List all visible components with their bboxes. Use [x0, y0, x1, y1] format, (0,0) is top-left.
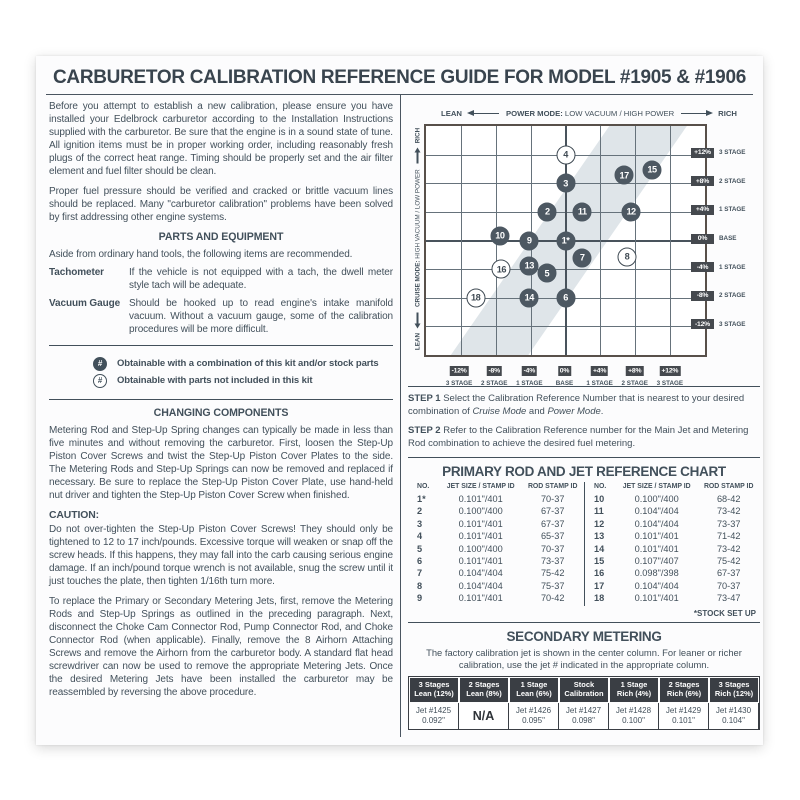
secondary-jet-number: Jet #1428 — [615, 705, 652, 715]
x-tick-badge: +4% — [593, 367, 607, 374]
primary-jet-size: 0.107"/407 — [634, 556, 679, 567]
primary-rod-stamp: 70-37 — [540, 543, 565, 554]
caution-heading: CAUTION: — [49, 509, 99, 521]
section-divider — [408, 622, 760, 623]
x-tick-stage-label: 1 STAGE — [516, 380, 543, 387]
primary-column-header: NO. — [584, 482, 616, 493]
calibration-point-7: 7 — [573, 248, 592, 267]
primary-rod-stamp: 75-42 — [716, 556, 741, 567]
secondary-header-line2: Lean (8%) — [466, 689, 502, 699]
primary-ref-number: 13 — [584, 531, 616, 543]
secondary-jet-size: 0.095" — [522, 716, 545, 726]
primary-jet-size: 0.101"/401 — [458, 593, 503, 604]
primary-ref-number: 17 — [584, 581, 616, 593]
equipment-item — [49, 297, 393, 336]
primary-ref-number: 11 — [584, 506, 616, 518]
primary-rod-stamp: 73-42 — [716, 543, 741, 554]
calibration-chart — [408, 109, 760, 387]
primary-jet-size: 0.104"/404 — [458, 580, 503, 591]
secondary-jet-cell — [559, 703, 609, 730]
calibration-point-3: 3 — [556, 174, 575, 193]
legend-label: Obtainable with a combination of this kit and/or stock parts — [117, 357, 379, 369]
parts-intro: Aside from ordinary hand tools, the following items are recommended. — [49, 248, 353, 260]
primary-rod-jet-table — [408, 482, 760, 605]
y-tick-stage-label: 3 STAGE — [719, 149, 746, 157]
secondary-jet-cell — [709, 703, 759, 730]
section-divider — [408, 457, 760, 458]
primary-rod-stamp: 67-37 — [716, 568, 741, 579]
primary-ref-number: 4 — [417, 531, 423, 542]
y-tick-stage-label: 2 STAGE — [719, 292, 746, 300]
y-tick — [691, 205, 745, 215]
intro-paragraph-2: Proper fuel pressure should be verified and cracked or brittle vacuum lines should be replaced. Many "carburetor calibration" problems have been solved by first addressing other engine systems. — [49, 186, 393, 223]
y-tick-stage-label: BASE — [719, 235, 737, 242]
secondary-jet-number: Jet #1427 — [565, 705, 602, 715]
calibration-point-2: 2 — [538, 202, 557, 221]
vertical-gridline — [635, 126, 636, 355]
primary-ref-number: 10 — [584, 493, 616, 505]
primary-jet-size: 0.104"/404 — [458, 568, 503, 579]
x-tick — [657, 359, 683, 387]
primary-rod-stamp: 70-42 — [540, 593, 565, 604]
right-column — [408, 100, 760, 730]
secondary-column-header — [609, 677, 659, 703]
equipment-description: If the vehicle is not equipped with a tach, the dwell meter style tach will be adequate. — [129, 266, 393, 291]
calibration-point-16: 16 — [492, 260, 511, 279]
step-1: STEP 1 Select the Calibration Reference Number that is nearest to your desired combination of Cruise Mode and Power Mode. — [408, 393, 745, 417]
secondary-column-header — [709, 677, 759, 703]
x-tick-stage-label: 3 STAGE — [445, 380, 473, 387]
secondary-metering-table — [408, 676, 760, 731]
primary-ref-number: 7 — [417, 568, 423, 579]
secondary-header-line2: Lean (12%) — [414, 689, 454, 699]
caution-paragraph: Do not over-tighten the Step-Up Piston Cover Screws! They should only be tightened to 12 to 17 inch/pounds. Excessive torque will weaken or snap off the screw heads. If this happens, they may fall into the carb causing serious engine damage. If an inch/pound torque wrench is not available, snug the screw until it just touches the plate, then tighten 1/16th turn more. — [49, 524, 393, 588]
replace-jets-paragraph: To replace the Primary or Secondary Metering Jets, first, remove the Metering Rods and Step-Up Springs as outlined in the preceding paragraph. Next, disconnect the Choke Cam Connector Rod, Pump Connector Rod, and Choke Connector Rod (when applicable). Finally, remove the 8 Airhorn Attaching Screws and remove the Airhorn from the carburetor body. A standard flat head screwdriver can now be used to remove the appropriate Metering Jets. Once the desired Metering Jets have been installed the carburetor may be reassembled by reversing the above procedure. — [49, 596, 393, 699]
y-tick-stage-label: 3 STAGE — [719, 320, 746, 328]
secondary-header-line1: 3 Stages — [418, 679, 450, 689]
primary-jet-size: 0.104"/404 — [634, 506, 679, 517]
vertical-gridline — [670, 126, 671, 355]
secondary-jet-number: Jet #1430 — [715, 705, 752, 715]
page-title: CARBURETOR CALIBRATION REFERENCE GUIDE FOR MODEL #1905 & #1906 — [53, 67, 746, 88]
secondary-header-line1: 1 Stage — [620, 679, 648, 689]
y-tick — [691, 291, 745, 301]
primary-jet-size: 0.101"/401 — [458, 493, 503, 504]
primary-column-header: ROD STAMP ID — [703, 482, 754, 490]
legend-label: Obtainable with parts not included in this kit — [117, 374, 313, 386]
y-tick — [691, 176, 745, 186]
calibration-point-4: 4 — [556, 145, 575, 164]
primary-jet-size: 0.101"/401 — [458, 531, 503, 542]
primary-jet-size: 0.101"/401 — [634, 593, 679, 604]
x-tick — [622, 359, 648, 387]
y-tick-stage-label: 2 STAGE — [719, 177, 746, 185]
calibration-point-5: 5 — [537, 264, 556, 283]
axis-title: CRUISE MODE: HIGH VACUUM / LOW POWER — [414, 169, 421, 307]
secondary-header-line1: 3 Stages — [718, 679, 750, 689]
y-tick-badge: -4% — [691, 262, 714, 272]
secondary-jet-cell — [659, 703, 709, 730]
x-axis-tick-labels — [424, 359, 705, 387]
primary-jet-size: 0.098"/398 — [634, 568, 679, 579]
x-tick — [481, 359, 507, 387]
equipment-item — [49, 266, 393, 292]
calibration-point-9: 9 — [520, 231, 539, 250]
calibration-point-11: 11 — [573, 202, 592, 221]
symbol-legend — [49, 345, 393, 400]
vertical-gridline — [461, 126, 462, 355]
parts-equipment-heading: PARTS AND EQUIPMENT — [158, 231, 284, 243]
secondary-header-line1: 2 Stages — [468, 679, 500, 689]
primary-chart-heading: PRIMARY ROD AND JET REFERENCE CHART — [442, 464, 726, 480]
calibration-point-17: 17 — [615, 166, 634, 185]
calibration-point-13: 13 — [520, 256, 539, 275]
primary-column-header: NO. — [417, 482, 430, 490]
primary-jet-size: 0.101"/401 — [458, 556, 503, 567]
secondary-header-line2: Rich (4%) — [616, 689, 652, 699]
equipment-term: Vacuum Gauge — [49, 297, 121, 309]
primary-jet-size: 0.101"/401 — [634, 543, 679, 554]
y-tick — [691, 262, 745, 272]
legend-item — [93, 357, 393, 371]
secondary-jet-size: 0.104" — [722, 716, 745, 726]
x-tick-stage-label: 3 STAGE — [656, 380, 684, 387]
primary-rod-stamp: 73-37 — [716, 518, 741, 529]
secondary-column-header — [409, 677, 459, 703]
calibration-point-15: 15 — [642, 160, 661, 179]
primary-jet-size: 0.100"/400 — [458, 506, 503, 517]
primary-rod-stamp: 75-37 — [540, 580, 565, 591]
changing-components-heading: CHANGING COMPONENTS — [153, 406, 289, 419]
calibration-point-1: 1* — [556, 231, 575, 250]
secondary-header-line2: Calibration — [564, 689, 604, 699]
primary-jet-size: 0.101"/401 — [634, 531, 679, 542]
x-tick-stage-label: 2 STAGE — [481, 380, 508, 387]
primary-jet-size: 0.100"/400 — [634, 493, 679, 504]
calibration-point-18: 18 — [466, 288, 485, 307]
secondary-jet-number: Jet #1429 — [665, 705, 702, 715]
axis-rich-label: RICH — [718, 109, 737, 118]
x-tick-badge: -12% — [451, 367, 467, 374]
primary-ref-number: 2 — [417, 506, 423, 517]
y-axis-tick-labels — [691, 124, 760, 353]
x-tick-badge: -8% — [488, 367, 500, 374]
equipment-term: Tachometer — [49, 266, 104, 278]
arrow-left-icon — [467, 110, 501, 118]
secondary-column-header — [509, 677, 559, 703]
arrow-right-icon — [679, 110, 713, 118]
x-tick-badge: -4% — [523, 367, 536, 374]
secondary-jet-cell: N/A — [459, 703, 509, 730]
calibration-point-6: 6 — [556, 288, 575, 307]
secondary-jet-size: 0.101" — [672, 716, 695, 726]
primary-ref-number: 14 — [584, 543, 616, 555]
scanned-document — [36, 56, 763, 745]
calibration-point-12: 12 — [622, 202, 641, 221]
chart-plot-area — [424, 124, 707, 357]
cruise-mode-axis — [412, 125, 424, 354]
primary-rod-stamp: 73-37 — [540, 556, 565, 567]
primary-ref-number: 8 — [417, 580, 423, 591]
secondary-column-header — [459, 677, 509, 703]
secondary-jet-cell — [509, 703, 559, 730]
axis-rich-label: RICH — [414, 127, 421, 144]
secondary-header-line2: Lean (6%) — [516, 689, 552, 699]
primary-ref-number: 5 — [417, 543, 423, 554]
stock-setup-footnote: *STOCK SET UP — [693, 608, 756, 618]
primary-jet-size: 0.104"/404 — [634, 518, 679, 529]
x-tick-stage-label: BASE — [555, 380, 574, 387]
primary-ref-number: 1* — [417, 493, 426, 504]
primary-ref-number: 18 — [584, 593, 616, 605]
secondary-jet-cell — [609, 703, 659, 730]
y-tick-badge: +12% — [691, 148, 714, 158]
changing-components-paragraph: Metering Rod and Step-Up Spring changes can typically be made in less than five minutes and without removing the carburetor. First, loosen the Step-Up Piston Cover Screws and twist the Step-Up Piston Cover Plates to the side. The Metering Rods and Step-Up Springs can now be removed and replaced if necessary. Be sure to replace the Step-Up Piston Cover Plate, use hand-held nut driver and tighten the Step-Up Piston Cover Screw when finished. — [49, 424, 393, 501]
y-tick — [691, 234, 737, 244]
vertical-gridline — [600, 126, 601, 355]
primary-rod-stamp: 75-42 — [540, 568, 565, 579]
primary-rod-stamp: 67-37 — [540, 518, 565, 529]
calibration-point-10: 10 — [490, 226, 509, 245]
axis-lean-label: LEAN — [441, 109, 462, 118]
y-tick-badge: 0% — [691, 234, 714, 244]
secondary-header-line1: 2 Stages — [668, 679, 700, 689]
primary-rod-stamp: 68-42 — [716, 493, 741, 504]
primary-rod-stamp: 73-47 — [716, 593, 741, 604]
power-mode-axis — [418, 109, 760, 118]
y-tick-badge: +8% — [691, 176, 714, 186]
y-tick-badge: +4% — [691, 205, 714, 215]
calibration-point-8: 8 — [617, 247, 636, 266]
secondary-metering-heading: SECONDARY METERING — [506, 628, 662, 644]
axis-title: POWER MODE: LOW VACUUM / HIGH POWER — [505, 109, 675, 118]
secondary-jet-size: 0.092" — [422, 716, 445, 726]
primary-ref-number: 6 — [417, 556, 423, 567]
primary-ref-number: 16 — [584, 568, 616, 580]
secondary-header-line2: Rich (12%) — [714, 689, 754, 699]
arrow-right-icon — [414, 147, 421, 165]
secondary-column-header — [559, 677, 609, 703]
secondary-metering-intro: The factory calibration jet is shown in the center column. For leaner or richer calibration, use the jet # indicated in the appropriate column. — [426, 646, 742, 670]
primary-rod-stamp: 67-37 — [540, 506, 565, 517]
primary-ref-number: 3 — [417, 518, 423, 529]
x-tick — [556, 359, 574, 387]
column-divider — [400, 94, 401, 737]
primary-rod-stamp: 70-37 — [540, 493, 565, 504]
step-2: STEP 2 Refer to the Calibration Reference number for the Main Jet and Metering Rod combination to achieve the desired fuel metering. — [408, 425, 749, 449]
primary-jet-size: 0.101"/401 — [458, 518, 503, 529]
secondary-jet-size: 0.098" — [572, 716, 595, 726]
filled-number-circle-icon: # — [93, 357, 107, 371]
primary-column-header: JET SIZE / STAMP ID — [446, 482, 515, 490]
x-tick — [516, 359, 542, 387]
x-tick-badge: 0% — [559, 367, 570, 374]
x-tick-stage-label: 1 STAGE — [586, 380, 613, 387]
calibration-point-14: 14 — [520, 288, 539, 307]
primary-jet-size: 0.100"/400 — [458, 543, 503, 554]
primary-rod-stamp: 70-37 — [716, 580, 741, 591]
primary-rod-stamp: 65-37 — [540, 531, 565, 542]
y-tick-badge: -12% — [691, 319, 714, 329]
equipment-description: Should be hooked up to read engine's intake manifold vacuum. Without a vacuum gauge, some of the calibration procedures will be more difficult. — [129, 297, 393, 335]
left-column — [49, 100, 393, 706]
intro-paragraph-1: Before you attempt to establish a new calibration, please ensure you have installed your Edelbrock carburetor according to the Installation Instructions supplied with the carburetor. Be sure that the engine is in a sound state of tune. All ignition items must be in proper working order, including reasonably fresh plugs of the correct heat range. Timing should be properly set and the air filter element and fuel filter should be clean. — [49, 101, 393, 177]
secondary-column-header — [659, 677, 709, 703]
secondary-jet-cell — [409, 703, 459, 730]
secondary-jet-size: 0.100" — [622, 716, 645, 726]
x-tick-badge: +8% — [628, 367, 642, 374]
primary-rod-stamp: 71-42 — [716, 531, 741, 542]
primary-ref-number: 15 — [584, 556, 616, 568]
secondary-header-line1: Stock — [573, 679, 595, 689]
legend-item — [93, 374, 393, 388]
y-tick — [691, 148, 745, 158]
primary-jet-size: 0.104"/404 — [634, 580, 679, 591]
secondary-header-line1: 1 Stage — [520, 679, 548, 689]
y-tick-badge: -8% — [691, 291, 714, 301]
secondary-jet-number: Jet #1425 — [415, 705, 452, 715]
y-tick — [691, 319, 745, 329]
primary-column-header: JET SIZE / STAMP ID — [622, 482, 691, 490]
primary-ref-number: 9 — [417, 593, 423, 604]
y-tick-stage-label: 1 STAGE — [719, 206, 746, 214]
x-tick — [446, 359, 472, 387]
primary-ref-number: 12 — [584, 518, 616, 530]
x-tick-stage-label: 2 STAGE — [621, 380, 648, 387]
secondary-jet-number: Jet #1426 — [515, 705, 552, 715]
arrow-left-icon — [414, 311, 421, 329]
secondary-header-line2: Rich (6%) — [666, 689, 702, 699]
equipment-list — [49, 266, 393, 336]
primary-column-header: ROD STAMP ID — [527, 482, 578, 490]
x-tick-badge: +12% — [661, 367, 679, 374]
x-tick — [586, 359, 612, 387]
open-number-circle-icon: # — [93, 374, 107, 388]
y-tick-stage-label: 1 STAGE — [719, 263, 746, 271]
axis-lean-label: LEAN — [414, 333, 421, 351]
primary-rod-stamp: 73-42 — [716, 506, 741, 517]
